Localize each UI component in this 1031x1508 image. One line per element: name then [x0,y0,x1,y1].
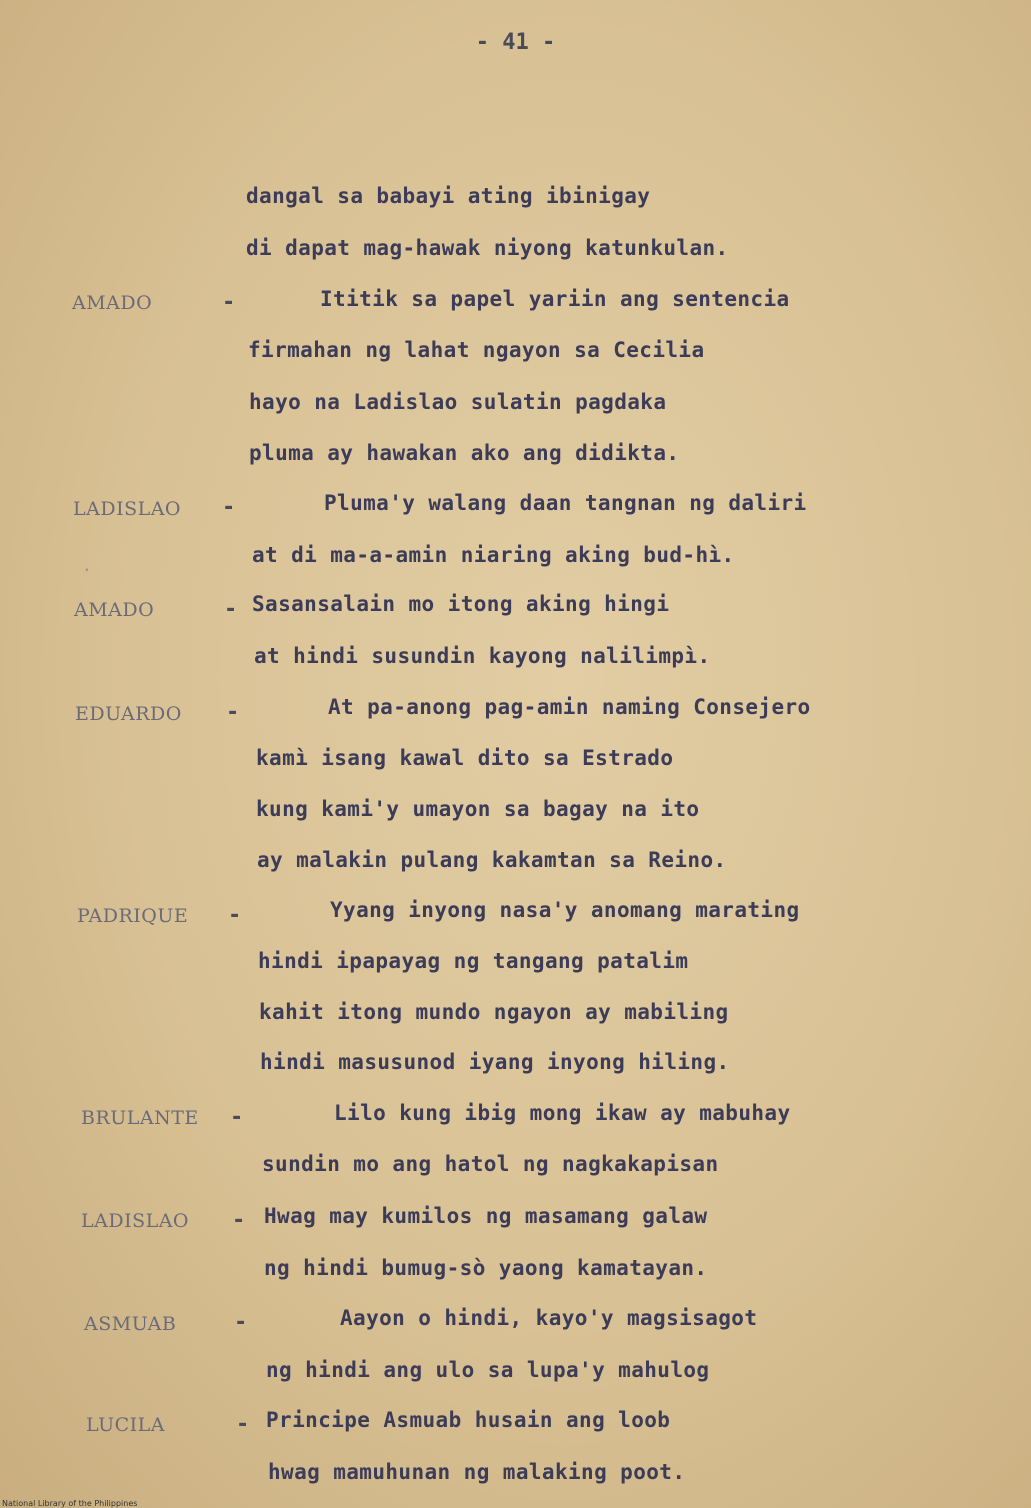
footer-credit: National Library of the Philippines [2,1499,138,1508]
speaker-dash: - [228,903,242,928]
speaker-dash: - [222,495,236,520]
dialogue-line: Hwag may kumilos ng masamang galaw [264,1204,708,1228]
dialogue-line: Lilo kung ibig mong ikaw ay mabuhay [334,1101,791,1125]
speaker-dash: - [226,700,240,725]
dialogue-line: Yyang inyong nasa'y anomang marating [330,898,800,922]
speaker-label-amado: AMADO [74,599,155,621]
dialogue-line: Pluma'y walang daan tangnan ng daliri [324,491,807,515]
speaker-label-lucila: LUCILA [86,1414,165,1436]
dialogue-line: Ititik sa papel yariin ang sentencia [320,287,790,311]
dialogue-line: di dapat mag-hawak niyong katunkulan. [246,236,729,260]
dialogue-line: pluma ay hawakan ako ang didikta. [249,441,680,465]
dialogue-line: kahit itong mundo ngayon ay mabiling [259,1000,729,1024]
dialogue-line: ay malakin pulang kakamtan sa Reino. [257,848,727,872]
speaker-dash: - [236,1412,250,1437]
dialogue-line: Sasansalain mo itong aking hingi [252,592,670,616]
dialogue-line: dangal sa babayi ating ibinigay [246,184,651,208]
dialogue-line: ng hindi bumug-sò yaong kamatayan. [264,1256,708,1280]
speaker-dash: - [222,290,236,315]
speaker-label-padrique: PADRIQUE [77,905,189,927]
dialogue-line: Aayon o hindi, kayo'y magsisagot [340,1306,758,1330]
speaker-dash: - [232,1208,246,1233]
dialogue-line: hindi ipapayag ng tangang patalim [258,949,689,973]
dialogue-line: at hindi susundin kayong nalilimpì. [254,644,711,668]
dialogue-line: hayo na Ladislao sulatin pagdaka [249,390,667,414]
page-number: - 41 - [475,30,556,55]
dialogue-line: firmahan ng lahat ngayon sa Cecilia [248,338,705,362]
speaker-label-ladislao: LADISLAO [81,1210,190,1232]
stray-mark: . [82,556,92,575]
dialogue-line: At pa-anong pag-amin naming Consejero [328,695,811,719]
dialogue-line: kung kami'y umayon sa bagay na ito [256,797,700,821]
speaker-dash: - [224,597,238,622]
dialogue-line: sundin mo ang hatol ng nagkakapisan [262,1152,719,1176]
dialogue-line: kamì isang kawal dito sa Estrado [256,746,674,770]
dialogue-line: Principe Asmuab husain ang loob [266,1408,671,1432]
speaker-label-ladislao: LADISLAO [73,498,182,520]
speaker-label-amado: AMADO [72,292,153,314]
speaker-dash: - [234,1310,248,1335]
speaker-label-asmuab: ASMUAB [84,1313,177,1335]
speaker-dash: - [230,1105,244,1130]
dialogue-line: ng hindi ang ulo sa lupa'y mahulog [266,1358,710,1382]
dialogue-line: hindi masusunod iyang inyong hiling. [260,1050,730,1074]
speaker-label-eduardo: EDUARDO [75,703,182,725]
speaker-label-brulante: BRULANTE [81,1107,199,1129]
dialogue-line: at di ma-a-amin niaring aking bud-hì. [252,543,735,567]
dialogue-line: hwag mamuhunan ng malaking poot. [268,1460,686,1484]
